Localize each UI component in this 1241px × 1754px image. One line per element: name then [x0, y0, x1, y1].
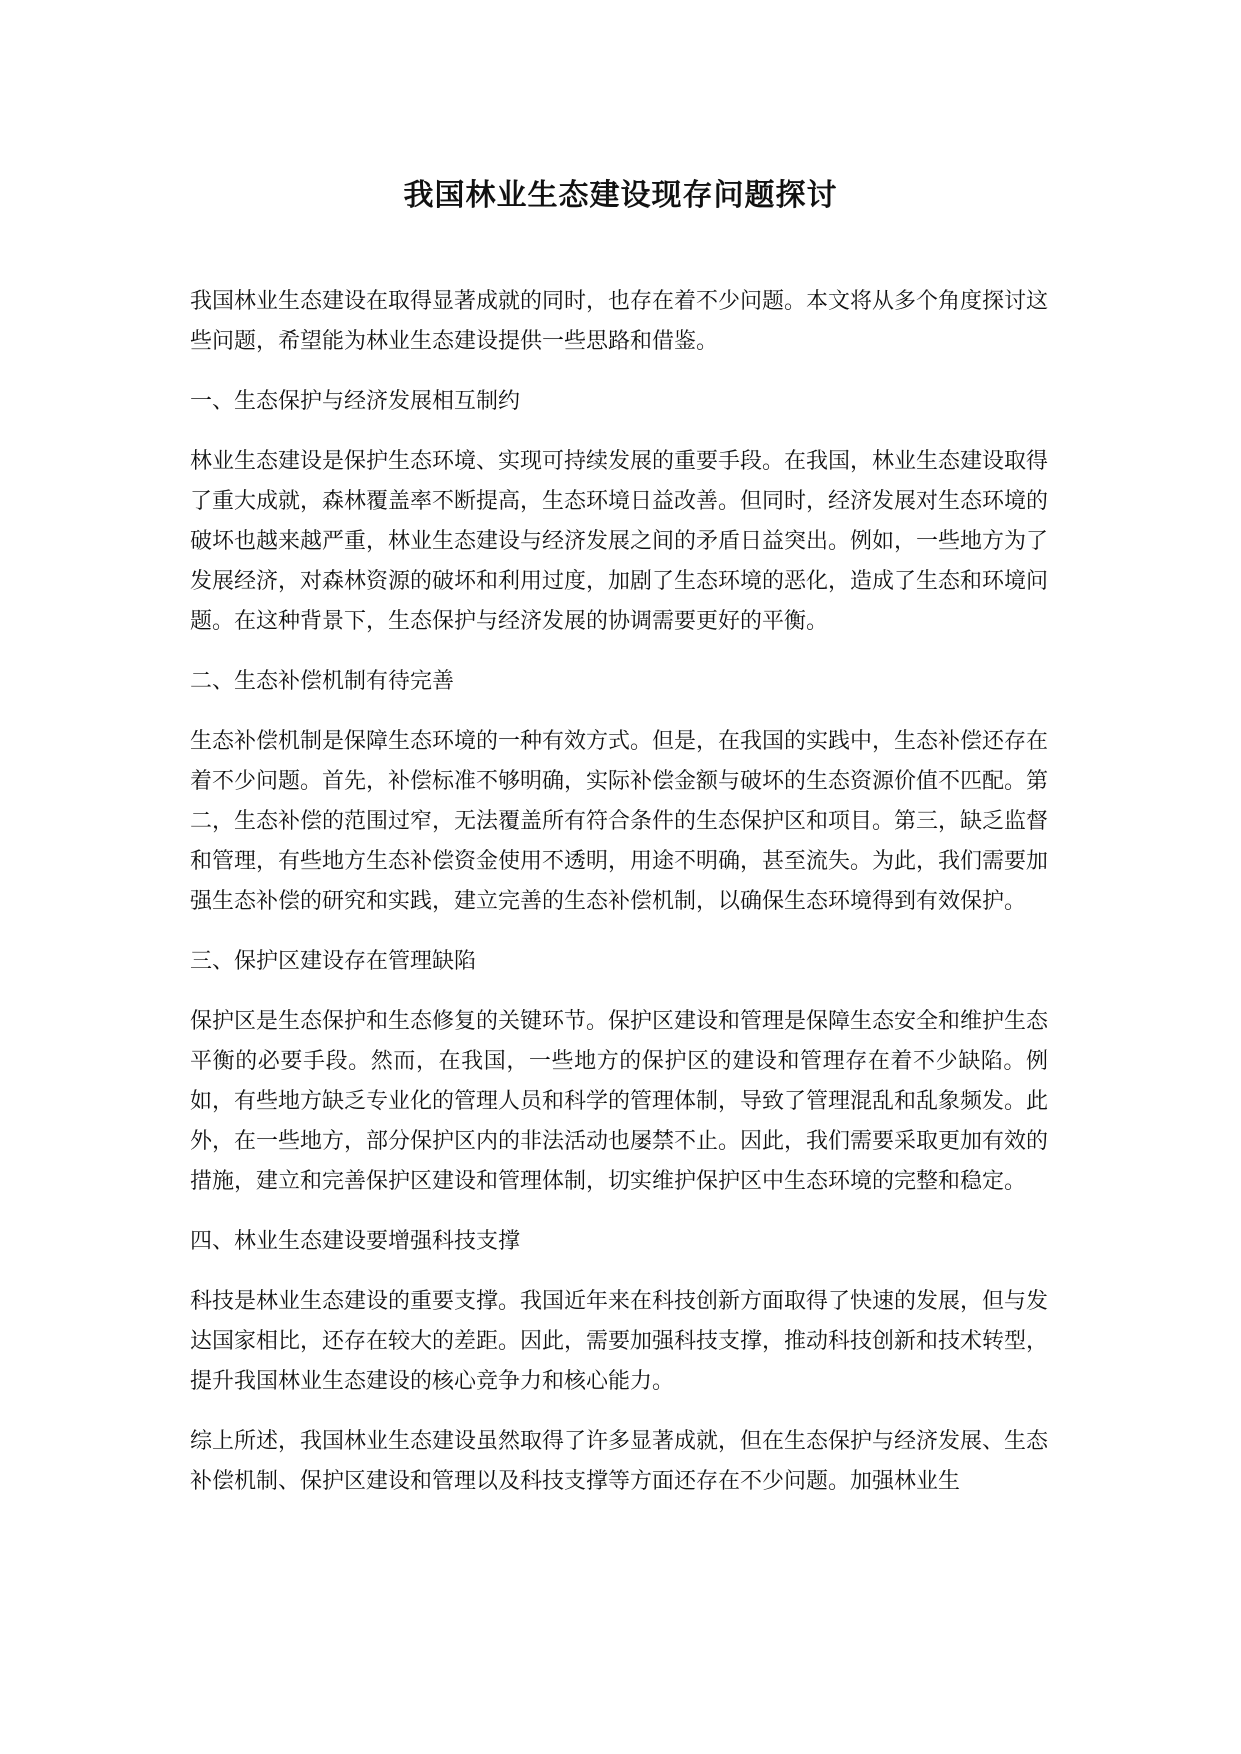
section-heading-4: 四、林业生态建设要增强科技支撑 [190, 1229, 521, 1254]
section-body-1: 林业生态建设是保护生态环境、实现可持续发展的重要手段。在我国，林业生态建设取得了重大成就，森林覆盖率不断提高，生态环境日益改善。但同时，经济发展对生态环境的破坏也越来越严重，林业生态建设与经济发展之间的矛盾日益突出。例如，一些地方为了发展经济，对森林资源的破坏和利用过度，加剧了生态环境的恶化，造成了生态和环境问题。在这种背景下，生态保护与经济发展的协调需要更好的平衡。 [190, 449, 1049, 634]
section-heading-3: 三、保护区建设存在管理缺陷 [190, 949, 477, 974]
intro-paragraph: 我国林业生态建设在取得显著成就的同时，也存在着不少问题。本文将从多个角度探讨这些问题，希望能为林业生态建设提供一些思路和借鉴。 [190, 289, 1049, 354]
section-body-4: 科技是林业生态建设的重要支撑。我国近年来在科技创新方面取得了快速的发展，但与发达国家相比，还存在较大的差距。因此，需要加强科技支撑，推动科技创新和技术转型，提升我国林业生态建设的核心竞争力和核心能力。 [190, 1289, 1049, 1394]
section-body-2: 生态补偿机制是保障生态环境的一种有效方式。但是，在我国的实践中，生态补偿还存在着不少问题。首先，补偿标准不够明确，实际补偿金额与破坏的生态资源价值不匹配。第二，生态补偿的范围过窄，无法覆盖所有符合条件的生态保护区和项目。第三，缺乏监督和管理，有些地方生态补偿资金使用不透明，用途不明确，甚至流失。为此，我们需要加强生态补偿的研究和实践，建立完善的生态补偿机制，以确保生态环境得到有效保护。 [190, 729, 1049, 914]
document-title: 我国林业生态建设现存问题探讨 [403, 178, 838, 213]
conclusion-paragraph: 综上所述，我国林业生态建设虽然取得了许多显著成就，但在生态保护与经济发展、生态补偿机制、保护区建设和管理以及科技支撑等方面还存在不少问题。加强林业生 [190, 1429, 1049, 1494]
section-heading-2: 二、生态补偿机制有待完善 [190, 669, 455, 694]
section-heading-1: 一、生态保护与经济发展相互制约 [190, 389, 521, 414]
section-body-3: 保护区是生态保护和生态修复的关键环节。保护区建设和管理是保障生态安全和维护生态平衡的必要手段。然而，在我国，一些地方的保护区的建设和管理存在着不少缺陷。例如，有些地方缺乏专业化的管理人员和科学的管理体制，导致了管理混乱和乱象频发。此外，在一些地方，部分保护区内的非法活动也屡禁不止。因此，我们需要采取更加有效的措施，建立和完善保护区建设和管理体制，切实维护保护区中生态环境的完整和稳定。 [190, 1009, 1049, 1194]
document-body [190, 282, 1048, 1522]
